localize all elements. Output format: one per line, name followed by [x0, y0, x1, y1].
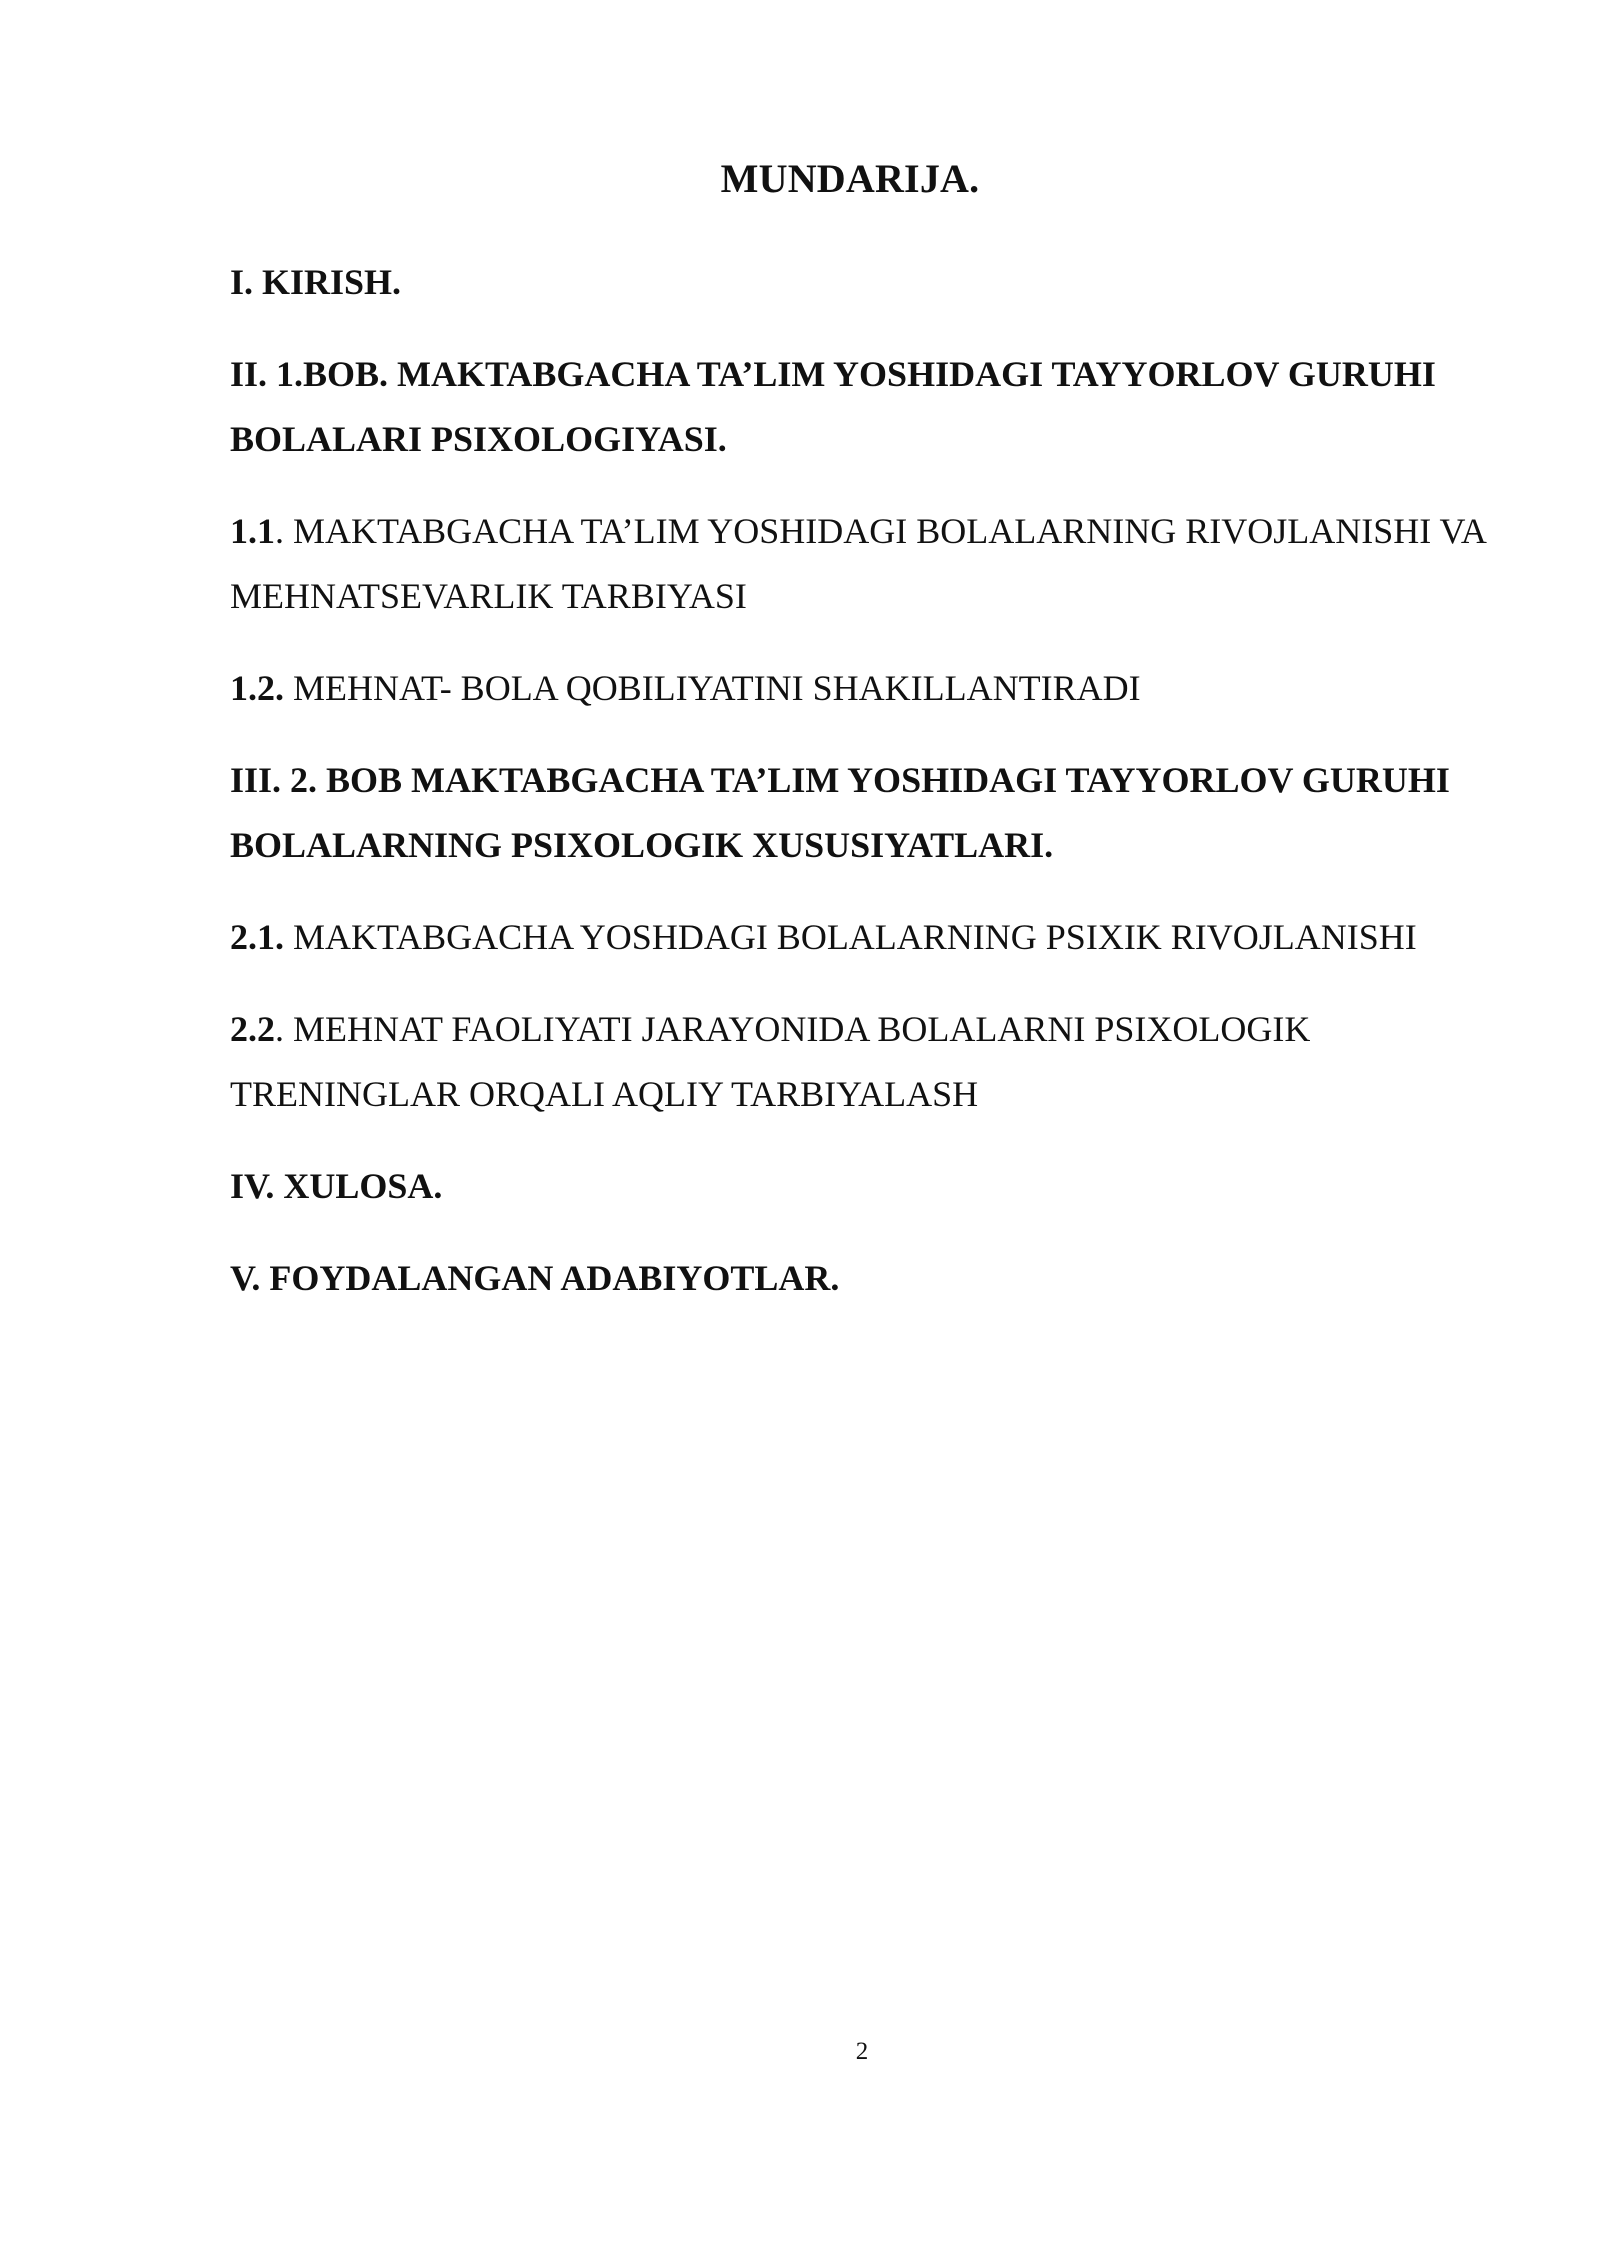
toc-item-text: I. KIRISH. — [230, 262, 402, 302]
toc-item-xulosa — [230, 1154, 1530, 1219]
table-of-contents — [230, 250, 1530, 1338]
toc-item-section-2-1 — [230, 905, 1530, 970]
toc-item-chapter-2 — [230, 748, 1530, 878]
toc-item-text: MAKTABGACHA YOSHDAGI BOLALARNING PSIXIK RIVOJLANISHI — [284, 917, 1417, 957]
toc-item-text: . MEHNAT FAOLIYATI JARAYONIDA BOLALARNI PSIXOLOGIK TRENINGLAR ORQALI AQLIY TARBIYALASH — [230, 1009, 1311, 1114]
toc-item-number: 2.1. — [230, 917, 284, 957]
toc-item-section-1-1 — [230, 499, 1530, 629]
toc-item-adabiyotlar — [230, 1246, 1530, 1311]
toc-item-number: 1.1 — [230, 511, 275, 551]
page-title: MUNDARIJA. — [720, 156, 980, 201]
toc-item-section-1-2 — [230, 656, 1530, 721]
toc-item-text: . MAKTABGACHA TA’LIM YOSHIDAGI BOLALARNING RIVOJLANISHI VA MEHNATSEVARLIK TARBIYASI — [230, 511, 1485, 616]
toc-item-section-2-2 — [230, 997, 1530, 1127]
toc-item-kirish — [230, 250, 1530, 315]
toc-item-text: V. FOYDALANGAN ADABIYOTLAR. — [230, 1258, 840, 1298]
toc-item-number: 1.2. — [230, 668, 284, 708]
toc-item-text: IV. XULOSA. — [230, 1166, 443, 1206]
toc-item-text: MEHNAT- BOLA QOBILIYATINI SHAKILLANTIRADI — [284, 668, 1141, 708]
page-number: 2 — [855, 2038, 869, 2065]
toc-item-text: III. 2. BOB MAKTABGACHA TA’LIM YOSHIDAGI TAYYORLOV GURUHI BOLALARNING PSIXOLOGIK XUSUSIYATLARI. — [230, 760, 1450, 865]
toc-item-chapter-1 — [230, 342, 1530, 472]
toc-item-number: 2.2 — [230, 1009, 275, 1049]
toc-item-text: II. 1.BOB. MAKTABGACHA TA’LIM YOSHIDAGI TAYYORLOV GURUHI BOLALARI PSIXOLOGIYASI. — [230, 354, 1436, 459]
